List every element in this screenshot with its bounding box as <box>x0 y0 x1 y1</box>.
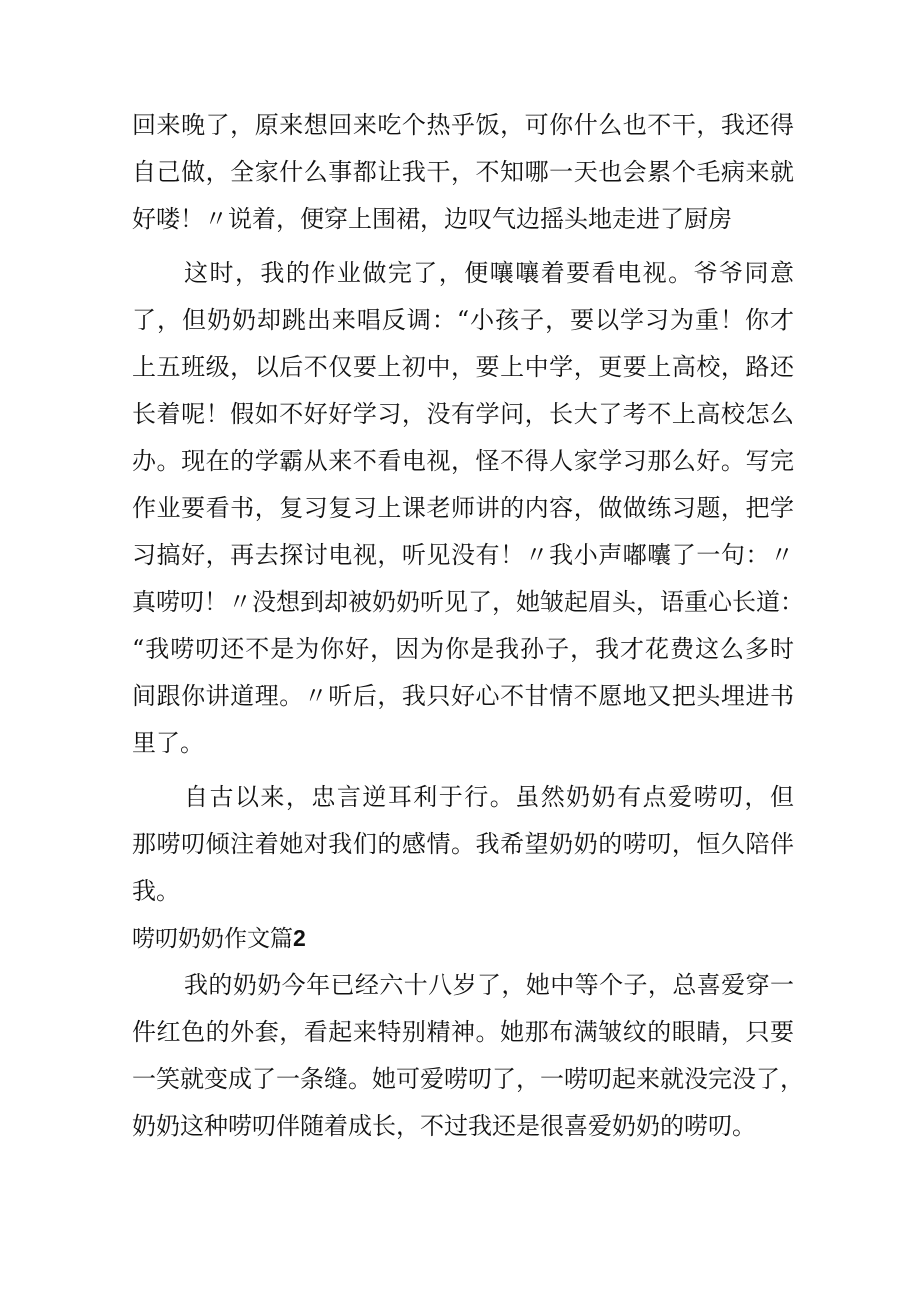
text-line: 我的奶奶今年已经六十八岁了，她中等个子，总喜爱穿一 <box>184 971 794 999</box>
text-line: 作业要看书，复习复习上课老师讲的内容，做做练习题，把学 <box>132 494 794 522</box>
section-heading-text: 唠叨奶奶作文篇 <box>132 926 293 952</box>
text-line: 了，但奶奶却跳出来唱反调：“小孩子，要以学习为重！你才 <box>132 306 794 334</box>
paragraph-3 <box>132 774 794 915</box>
text-line: 真唠叨！〃没想到却被奶奶听见了，她皱起眉头，语重心长道： <box>132 588 804 616</box>
text-line: 一笑就变成了一条缝。她可爱唠叨了，一唠叨起来就没完没了， <box>132 1065 804 1093</box>
section-heading-number: 2 <box>293 925 306 951</box>
paragraph-4 <box>132 962 804 1150</box>
text-line: 好喽！〃说着，便穿上围裙，边叹气边摇头地走进了厨房 <box>132 205 732 233</box>
paragraph-1 <box>132 102 794 243</box>
text-line: “我唠叨还不是为你好，因为你是我孙子，我才花费这么多时 <box>132 635 794 663</box>
text-line: 间跟你讲道理。〃听后，我只好心不甘情不愿地又把头埋进书 <box>132 682 794 710</box>
text-line: 我。 <box>132 877 180 905</box>
text-line: 那唠叨倾注着她对我们的感情。我希望奶奶的唠叨，恒久陪伴 <box>132 830 794 858</box>
text-line: 办。现在的学霸从来不看电视，怪不得人家学习那么好。写完 <box>132 447 794 475</box>
text-line: 回来晚了，原来想回来吃个热乎饭，可你什么也不干，我还得 <box>132 111 794 139</box>
text-line: 里了。 <box>132 729 204 757</box>
text-line: 自古以来，忠言逆耳利于行。虽然奶奶有点爱唠叨，但 <box>184 783 794 811</box>
text-line: 这时，我的作业做完了，便嚷嚷着要看电视。爷爷同意 <box>184 259 794 287</box>
paragraph-2 <box>132 250 804 767</box>
text-line: 上五班级，以后不仅要上初中，要上中学，更要上高校，路还 <box>132 353 794 381</box>
section-heading <box>132 915 794 962</box>
text-line: 件红色的外套，看起来特别精神。她那布满皱纹的眼睛，只要 <box>132 1018 794 1046</box>
text-line: 长着呢！假如不好好学习，没有学问，长大了考不上高校怎么 <box>132 400 794 428</box>
text-line: 习搞好，再去探讨电视，听见没有！〃我小声嘟囔了一句：〃 <box>132 541 794 569</box>
document-body <box>132 102 804 1150</box>
text-line: 自己做，全家什么事都让我干，不知哪一天也会累个毛病来就 <box>132 158 794 186</box>
text-line: 奶奶这种唠叨伴随着成长，不过我还是很喜爱奶奶的唠叨。 <box>132 1112 756 1140</box>
